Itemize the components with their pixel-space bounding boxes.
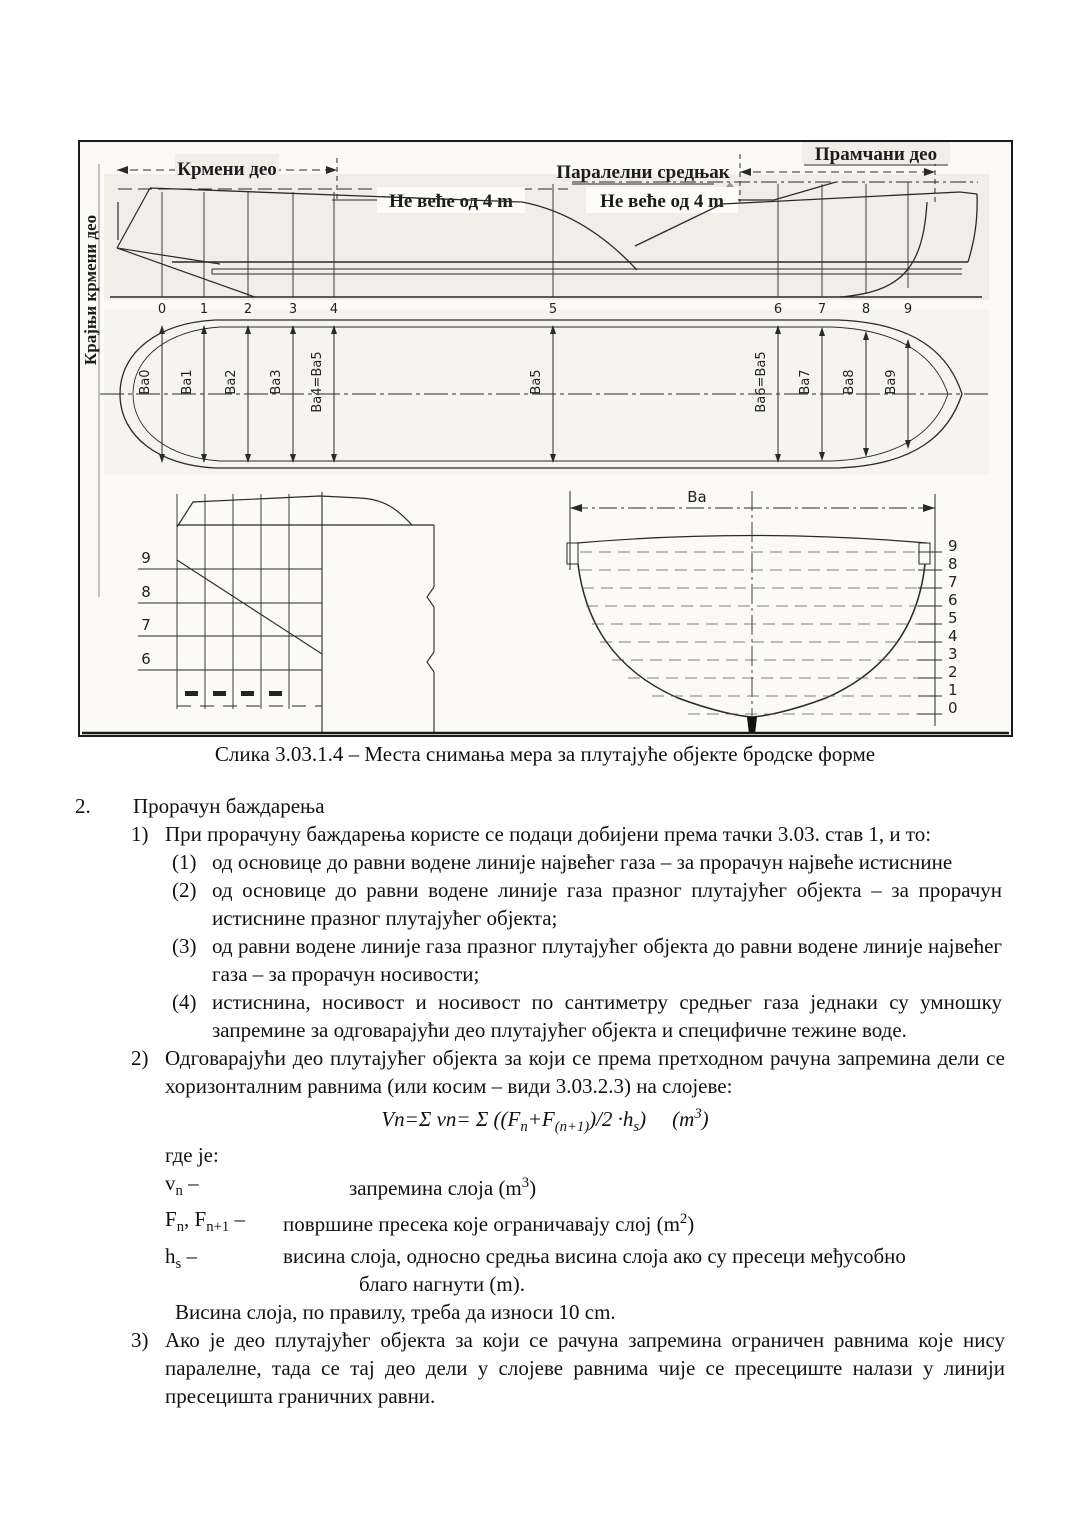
section-level: 1 — [948, 681, 958, 699]
station-number: 3 — [288, 302, 298, 317]
station-number: 0 — [157, 302, 167, 317]
label-max-4m-right: Не веће од 4 m — [600, 191, 724, 212]
plan-label-Ba5: Ва5 — [529, 369, 544, 395]
sketch-level-6: 6 — [141, 650, 151, 668]
section-level: 8 — [948, 555, 958, 573]
figure-caption: Слика 3.03.1.4 – Места снимања мера за плутајуће објекте бродске форме — [214, 742, 876, 766]
definition-term: $v_n$ – — [165, 1171, 199, 1200]
formula-subscript: (n+1) — [554, 1119, 590, 1136]
sketch-level-7: 7 — [141, 616, 151, 634]
ship-measurement-figure — [78, 140, 1013, 737]
item-text: Ако је део плутајућег објекта за који се рачуна запремина ограничен равнима које нису паралелне, тада се тај део дели у слојеве равнима чије се пресециште налази у линији пресецишта граничних равни. — [165, 1327, 1005, 1408]
subitem-marker: (1) — [172, 850, 197, 874]
formula-part: ) — [639, 1107, 647, 1131]
section-level: 6 — [948, 591, 958, 609]
plan-label-Ba0: Ва0 — [138, 369, 153, 395]
formula-part: Vn=Σ vn= Σ ((F — [381, 1107, 521, 1131]
label-stern-part: Крмени део — [177, 159, 277, 180]
label-max-4m-left: Не веће од 4 m — [389, 191, 513, 212]
formula-part: )/2 ·h — [589, 1107, 634, 1131]
station-number: 8 — [861, 302, 871, 317]
section-number: 2. — [75, 794, 91, 818]
formula-part: +F — [527, 1107, 555, 1131]
item-text: Одговарајући део плутајућег објекта за који се према претходном рачуна запремина дели се хоризонталним равнима (или косим – види 3.03.2.3) на слојеве: — [165, 1046, 1005, 1098]
subitem-text: од основице до равни водене линије газа празног плутајућег објекта – за прорачун истиснине празног плутајућег објекта; — [212, 878, 1002, 930]
station-number: 1 — [199, 302, 209, 317]
subitem-text: од основице до равни водене линије највећег газа – за прорачун највеће истиснине — [212, 850, 953, 874]
sketch-level-8: 8 — [141, 583, 151, 601]
subitem-marker: (4) — [172, 990, 197, 1014]
section-level: 7 — [948, 573, 958, 591]
paragraph-subitem-2 — [172, 876, 1002, 932]
section-level: 2 — [948, 663, 958, 681]
subitem-marker: (3) — [172, 934, 197, 958]
label-bow-part: Прамчани део — [814, 144, 938, 165]
station-number: 7 — [817, 302, 827, 317]
document-body — [75, 792, 1015, 1410]
bottom-dash — [185, 691, 198, 696]
where-label: где је: — [165, 1143, 219, 1168]
paragraph-subitem-1 — [172, 848, 1002, 876]
volume-formula — [75, 1100, 1015, 1141]
label-aft-end: Крајњи крмени део — [81, 214, 100, 366]
station-number: 5 — [548, 302, 558, 317]
item-text: При прорачуну баждарења користе се подаци добијени према тачки 3.03. став 1, и то: — [165, 822, 932, 846]
definition-text: запремина слоја $(m^3)$ — [349, 1175, 537, 1201]
subitem-text: истиснина, носивост и носивост по сантиметру средњег газа једнаки су умношку запремине за одговарајући део плутајућег објекта и специфичне тежине воде. — [212, 990, 1002, 1042]
paragraph-item-3 — [131, 1326, 1005, 1410]
station-number: 2 — [243, 302, 253, 317]
label-parallel-midbody: Паралелни средњак — [556, 162, 730, 183]
item-marker: 3) — [131, 1327, 149, 1352]
subitem-text: од равни водене линије газа празног плутајућег објекта до равни водене линије највећег газа – за прорачун носивости; — [212, 934, 1002, 986]
definition-term: $h_s$ – — [165, 1243, 197, 1272]
section-level: 0 — [948, 699, 958, 717]
paragraph-item-1 — [131, 820, 1005, 848]
paragraph-item-2 — [131, 1044, 1005, 1100]
plan-label-Ba1: Ва1 — [180, 369, 195, 395]
definition-row-fn — [165, 1205, 1015, 1241]
definition-row-hs — [165, 1242, 1015, 1298]
section-title: Прорачун баждарења — [133, 794, 325, 818]
plan-label-Ba3: Ва3 — [269, 369, 284, 395]
section-level: 4 — [948, 627, 958, 645]
plan-label-Ba9: Ва9 — [884, 369, 899, 395]
definition-row-vn — [165, 1169, 1015, 1205]
plan-label-Ba8: Ва8 — [842, 369, 857, 395]
ship-drawing — [80, 142, 1011, 735]
plan-label-Ba2: Ва2 — [224, 369, 239, 395]
section-level: 5 — [948, 609, 958, 627]
subitem-marker: (2) — [172, 878, 197, 902]
station-number: 4 — [329, 302, 339, 317]
definition-text: површине пресека које ограничавају слој $(m^2)$ — [283, 1211, 695, 1237]
item-marker: 2) — [131, 1046, 149, 1070]
label-beam-Ba: Ва — [687, 488, 707, 506]
item-marker: 1) — [131, 822, 149, 846]
section-level: 3 — [948, 645, 958, 663]
plan-label-Ba7: Ва7 — [798, 369, 813, 395]
section-level: 9 — [948, 537, 958, 555]
station-number: 6 — [773, 302, 783, 317]
bottom-dash — [241, 691, 254, 696]
sketch-level-9: 9 — [141, 549, 151, 567]
plan-label-Ba4: Ва4=Ва5 — [310, 351, 325, 413]
symbol-definitions — [165, 1169, 1015, 1297]
station-number: 9 — [903, 302, 913, 317]
formula-unit: $(m^3)$ — [672, 1106, 709, 1131]
bottom-dash — [269, 691, 282, 696]
profile-wash — [104, 174, 989, 300]
paragraph-subitem-3 — [172, 932, 1002, 988]
definition-continuation: благо нагнути (m). — [359, 1271, 525, 1296]
layer-height-note: Висина слоја, по правилу, треба да износи 10 cm. — [175, 1299, 616, 1324]
paragraph-subitem-4 — [172, 988, 1002, 1044]
definition-text: висина слоја, односно средња висина слоја ако су пресеци међусобно благо нагнути (m). — [283, 1243, 906, 1296]
formula-subscript: n — [520, 1119, 528, 1136]
section-heading — [75, 792, 1015, 820]
formula-subscript: s — [633, 1119, 640, 1136]
plan-label-Ba6: Ва6=Ва5 — [754, 351, 769, 413]
bottom-dash — [213, 691, 226, 696]
definition-term: $F_n$, $F_{n+1}$ – — [165, 1207, 245, 1236]
